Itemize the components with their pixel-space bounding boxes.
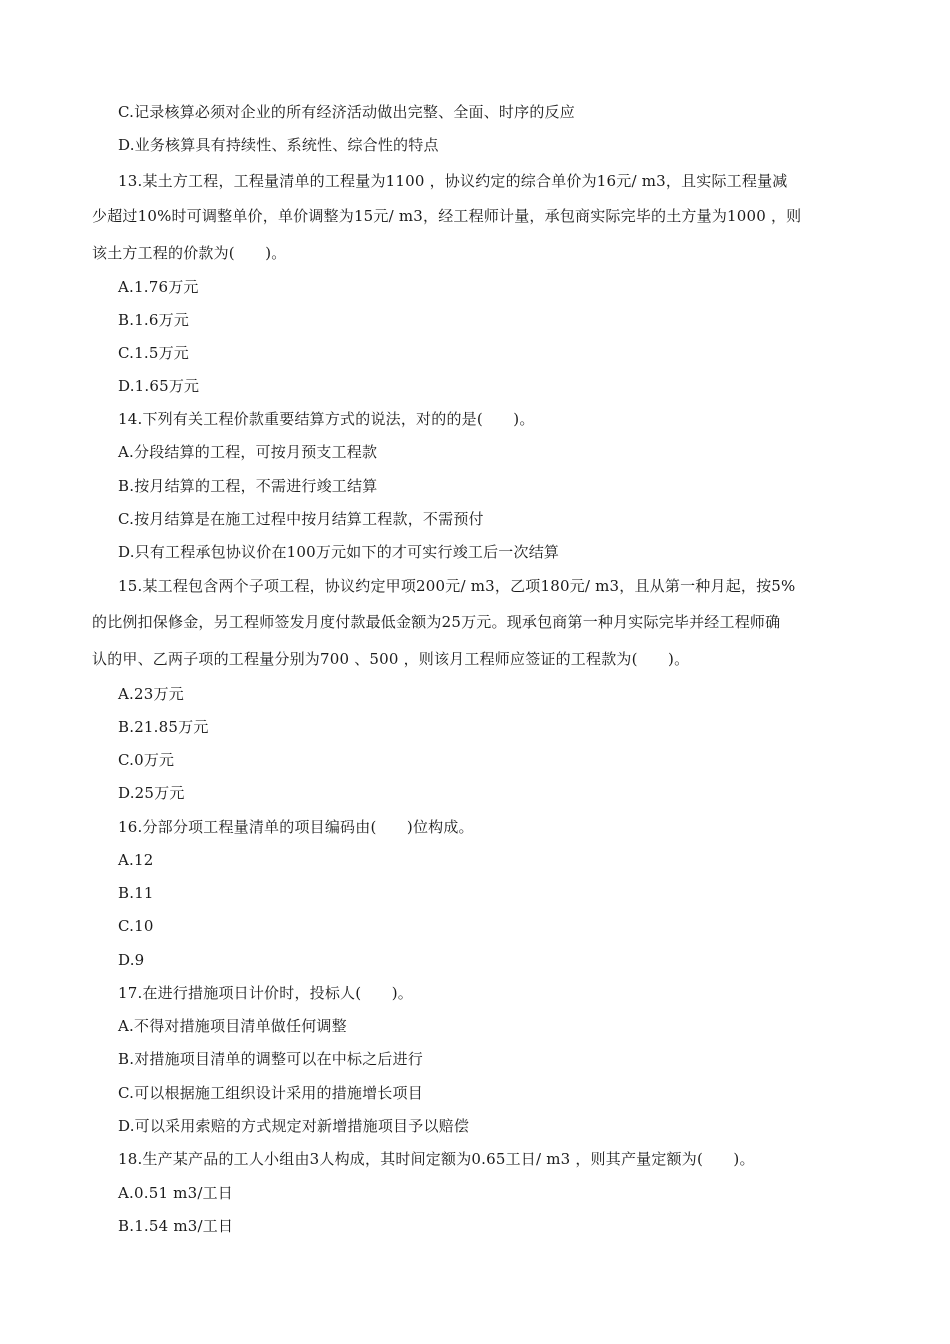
question-13-line-3: 该土方工程的价款为( )。 [92, 244, 287, 262]
option-c-q16: C.10 [118, 917, 154, 935]
option-b-q14: B.按月结算的工程，不需进行竣工结算 [118, 477, 378, 495]
option-b-q18: B.1.54 m3/工日 [118, 1217, 234, 1235]
question-17: 17.在进行措施项日计价时，投标人( )。 [118, 984, 413, 1002]
option-a-q14: A.分段结算的工程，可按月预支工程款 [118, 443, 378, 461]
option-b-q16: B.11 [118, 884, 154, 902]
question-14: 14.下列有关工程价款重要结算方式的说法，对的的是( )。 [118, 410, 535, 428]
option-a-q17: A.不得对措施项目清单做任何调整 [118, 1017, 347, 1035]
question-15-line-2: 的比例扣保修金，另工程师签发月度付款最低金额为25万元。现承包商第一种月实际完毕并经工程师确 [92, 613, 781, 631]
question-13-line-2: 少超过10%时可调整单价，单价调整为15元/ m3，经工程师计量，承包商实际完毕的土方量为1000 ，则 [92, 207, 802, 225]
option-d-q12: D.业务核算具有持续性、系统性、综合性的特点 [118, 136, 439, 154]
option-d-q13: D.1.65万元 [118, 377, 200, 395]
option-a-q13: A.1.76万元 [118, 278, 199, 296]
question-18: 18.生产某产品的工人小组由3人构成，其时间定额为0.65工日/ m3 ，则其产量定额为( )。 [118, 1150, 755, 1168]
option-c-q15: C.0万元 [118, 751, 175, 769]
question-16: 16.分部分项工程量清单的项目编码由( )位构成。 [118, 818, 474, 836]
option-c-q13: C.1.5万元 [118, 344, 189, 362]
option-b-q17: B.对措施项目清单的调整可以在中标之后进行 [118, 1050, 423, 1068]
option-d-q17: D.可以采用索赔的方式规定对新增措施项目予以赔偿 [118, 1117, 470, 1135]
option-a-q18: A.0.51 m3/工日 [118, 1184, 233, 1202]
question-15-line-3: 认的甲、乙两子项的工程量分别为700 、500 ，则该月工程师应签证的工程款为( )。 [92, 650, 690, 668]
option-d-q15: D.25万元 [118, 784, 185, 802]
option-a-q16: A.12 [118, 851, 154, 869]
option-b-q15: B.21.85万元 [118, 718, 209, 736]
option-c-q12: C.记录核算必须对企业的所有经济活动做出完整、全面、时序的反应 [118, 103, 575, 121]
option-c-q17: C.可以根据施工组织设计采用的措施增长项目 [118, 1084, 423, 1102]
option-a-q15: A.23万元 [118, 685, 184, 703]
question-15-line-1: 15.某工程包含两个子项工程，协议约定甲项200元/ m3，乙项180元/ m3，且从第一种月起，按5% [118, 577, 796, 595]
option-d-q14: D.只有工程承包协议价在100万元如下的才可实行竣工后一次结算 [118, 543, 560, 561]
question-13-line-1: 13.某土方工程，工程量清单的工程量为1100 ，协议约定的综合单价为16元/ m3，且实际工程量减 [118, 172, 788, 190]
option-b-q13: B.1.6万元 [118, 311, 190, 329]
option-d-q16: D.9 [118, 951, 145, 969]
option-c-q14: C.按月结算是在施工过程中按月结算工程款，不需预付 [118, 510, 484, 528]
